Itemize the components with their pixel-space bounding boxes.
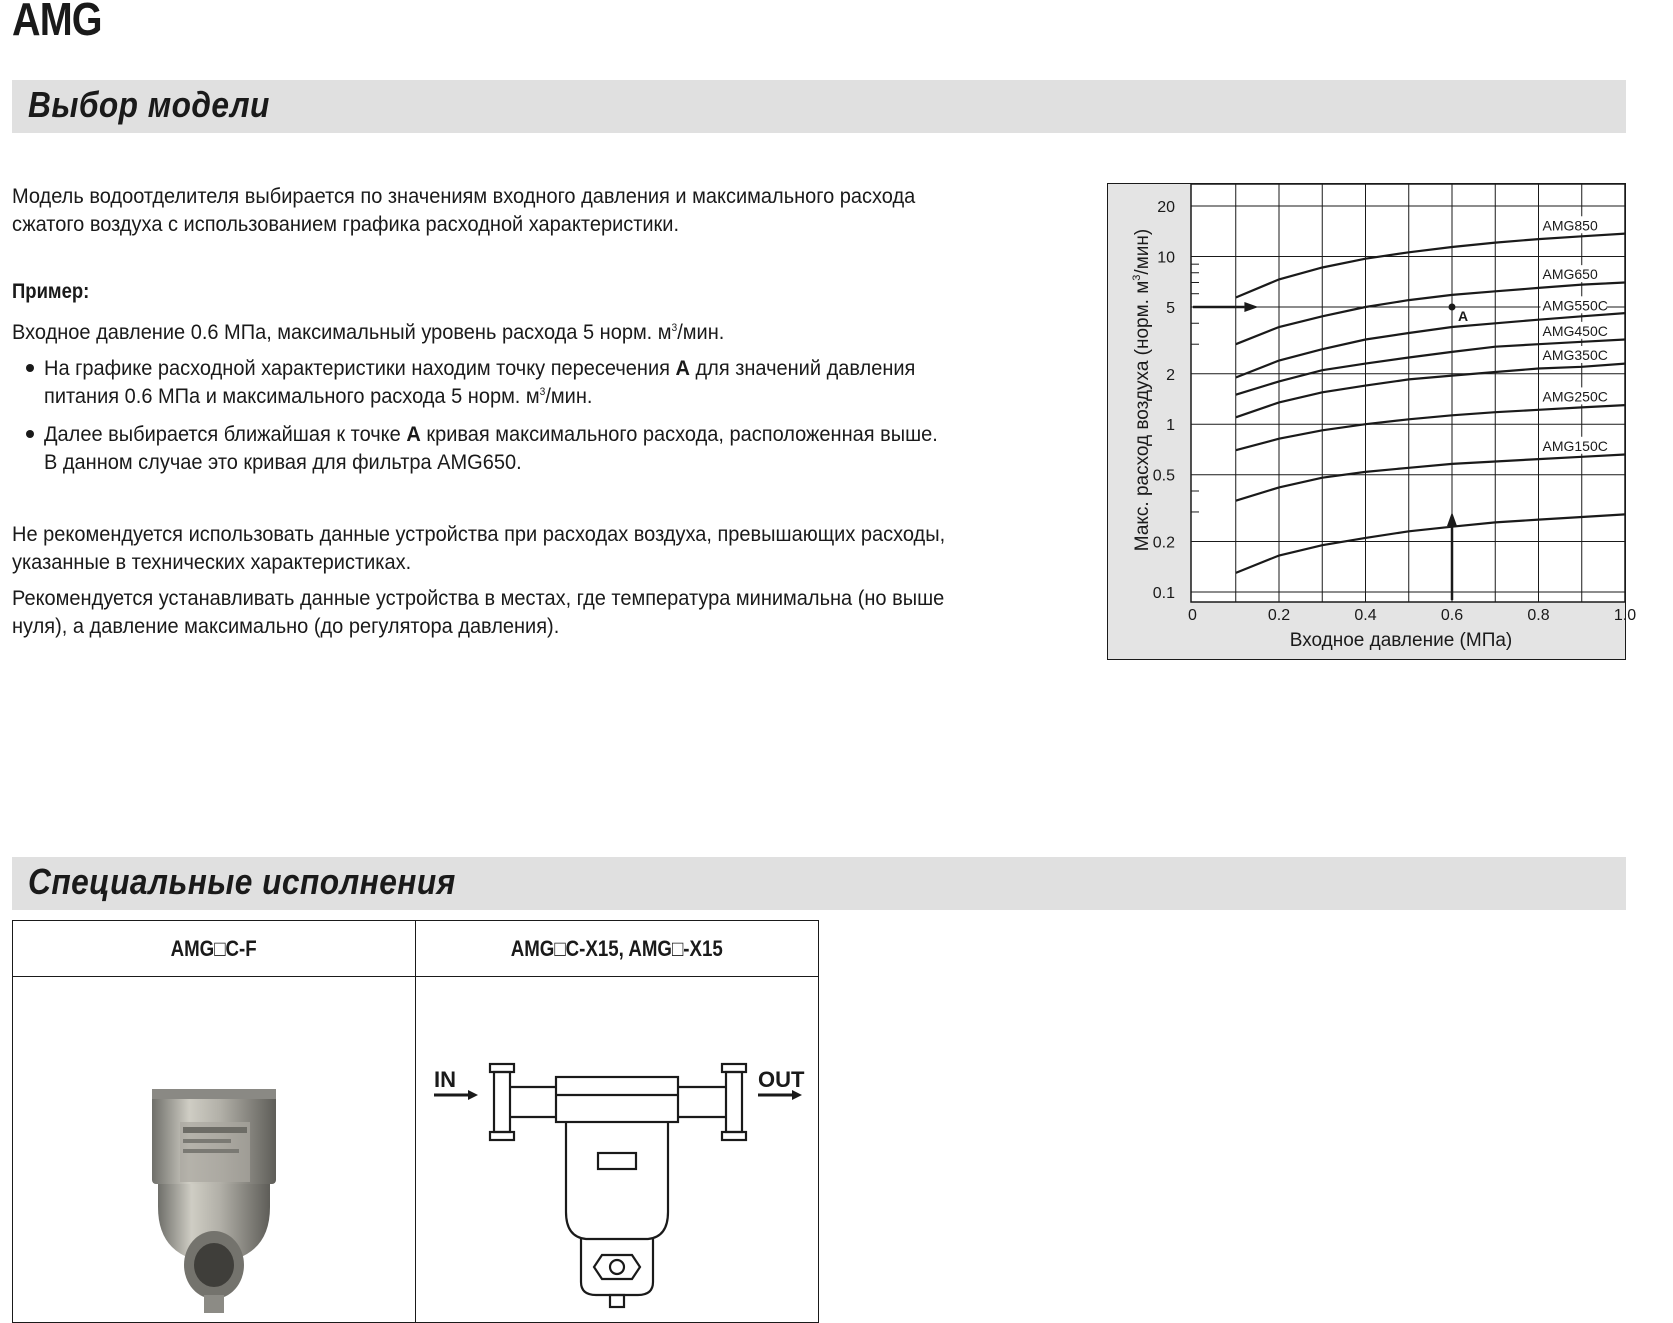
bullet-1-line-2 bbox=[44, 382, 592, 410]
note-1-line-1: Не рекомендуется использовать данные устройства при расходах воздуха, превышающих расходы, bbox=[12, 522, 946, 546]
bullet-2-line-1 bbox=[44, 420, 938, 448]
x-tick-label: 0 bbox=[1188, 607, 1197, 624]
note-2-line-2: нуля), а давление максимально (до регулятора давления). bbox=[12, 614, 560, 638]
bullet-2-text: Далее выбирается ближайшая к точке bbox=[44, 422, 407, 446]
column-1-title: AMG□C-F bbox=[170, 936, 258, 961]
bullet-1-bold: A bbox=[675, 356, 690, 380]
y-axis-label-text: Макс. расход воздуха (норм. м bbox=[1132, 280, 1153, 552]
bullet-icon bbox=[26, 430, 34, 438]
series-label: AMG650 bbox=[1542, 266, 1598, 283]
table-header-row bbox=[13, 921, 819, 977]
section-title: Выбор модели bbox=[28, 84, 270, 125]
column-2-title: AMG□C-X15, AMG□-X15 bbox=[510, 936, 724, 961]
flow-chart-panel bbox=[1107, 183, 1637, 660]
y-tick-label: 20 bbox=[1157, 199, 1175, 216]
x-axis-ticks bbox=[1188, 607, 1636, 624]
bullet-2-bold: A bbox=[406, 422, 421, 446]
table-row bbox=[13, 977, 819, 1323]
series-label: AMG150C bbox=[1542, 437, 1608, 454]
in-label: IN bbox=[434, 1067, 456, 1092]
note-2-line-1: Рекомендуется устанавливать данные устройства в местах, где температура минимальна (но выше bbox=[12, 586, 945, 610]
section-title: Специальные исполнения bbox=[28, 861, 456, 902]
table-header-cell bbox=[13, 921, 416, 977]
bullet-1-line-2-text: питания 0.6 МПа и максимального расхода 5 норм. м bbox=[44, 384, 540, 408]
y-axis-label-unit: /мин) bbox=[1132, 228, 1153, 275]
brand-title: AMG bbox=[12, 0, 102, 45]
special-versions-table bbox=[12, 920, 819, 1323]
section-header-special-versions bbox=[12, 857, 1626, 910]
section-header-model-selection bbox=[12, 80, 1626, 133]
product-drawing-cell bbox=[416, 977, 819, 1323]
bullet-1-line-1 bbox=[44, 354, 915, 382]
bullet-icon bbox=[26, 364, 34, 372]
table-header-cell bbox=[416, 921, 819, 977]
y-tick-label: 2 bbox=[1166, 366, 1175, 384]
bullet-1-text: На графике расходной характеристики находим точку пересечения bbox=[44, 356, 676, 380]
bullet-1-line-2-unit: /мин. bbox=[545, 384, 593, 408]
flow-chart bbox=[1108, 184, 1637, 659]
series-label: AMG550C bbox=[1542, 297, 1608, 314]
product-photo-cell bbox=[13, 977, 416, 1323]
y-tick-label: 1 bbox=[1166, 417, 1175, 435]
x-axis-label: Входное давление (МПа) bbox=[1289, 630, 1513, 651]
series-label: AMG350C bbox=[1542, 346, 1608, 363]
out-label: OUT bbox=[758, 1067, 805, 1092]
example-heading: Пример: bbox=[12, 280, 90, 303]
x-tick-label: 0.2 bbox=[1267, 607, 1291, 624]
y-tick-label: 10 bbox=[1157, 249, 1175, 267]
superscript: 3 bbox=[671, 322, 678, 334]
y-tick-label: 0.5 bbox=[1152, 467, 1175, 485]
x-tick-label: 0.4 bbox=[1354, 607, 1377, 624]
in-arrow-head-icon bbox=[468, 1090, 478, 1100]
intro-line-2: сжатого воздуха с использованием графика расходной характеристики. bbox=[12, 212, 680, 236]
y-tick-label: 0.1 bbox=[1152, 585, 1175, 602]
y-axis-label-sup: 3 bbox=[1131, 274, 1143, 281]
point-a-label: A bbox=[1458, 307, 1469, 324]
y-tick-label: 5 bbox=[1166, 299, 1175, 317]
intro-line-1: Модель водоотделителя выбирается по значениям входного давления и максимального расхода bbox=[12, 184, 916, 208]
series-label: AMG850 bbox=[1542, 217, 1598, 234]
y-axis-ticks bbox=[1153, 199, 1175, 602]
example-line bbox=[12, 318, 724, 346]
bullet-1-text-end: для значений давления bbox=[689, 356, 916, 380]
bullet-2-text-end: кривая максимального расхода, расположенная выше. bbox=[420, 422, 938, 446]
bullet-2-line-2: В данном случае это кривая для фильтра AMG650. bbox=[44, 450, 522, 474]
x-tick-label: 0.6 bbox=[1440, 607, 1464, 624]
series-label: AMG250C bbox=[1542, 388, 1608, 405]
filter-drawing-illustration bbox=[416, 977, 818, 1317]
point-a-marker bbox=[1449, 303, 1456, 310]
filter-photo-illustration bbox=[13, 977, 415, 1317]
note-1-line-2: указанные в технических характеристиках. bbox=[12, 550, 412, 574]
y-axis-label bbox=[1131, 229, 1153, 551]
x-tick-label: 1.0 bbox=[1613, 607, 1637, 624]
example-line-unit: /мин. bbox=[677, 320, 725, 344]
superscript: 3 bbox=[539, 386, 546, 398]
series-label: AMG450C bbox=[1542, 322, 1608, 339]
y-tick-label: 0.2 bbox=[1152, 534, 1175, 552]
x-tick-label: 0.8 bbox=[1527, 607, 1550, 624]
example-line-text: Входное давление 0.6 МПа, максимальный уровень расхода 5 норм. м bbox=[12, 320, 672, 344]
